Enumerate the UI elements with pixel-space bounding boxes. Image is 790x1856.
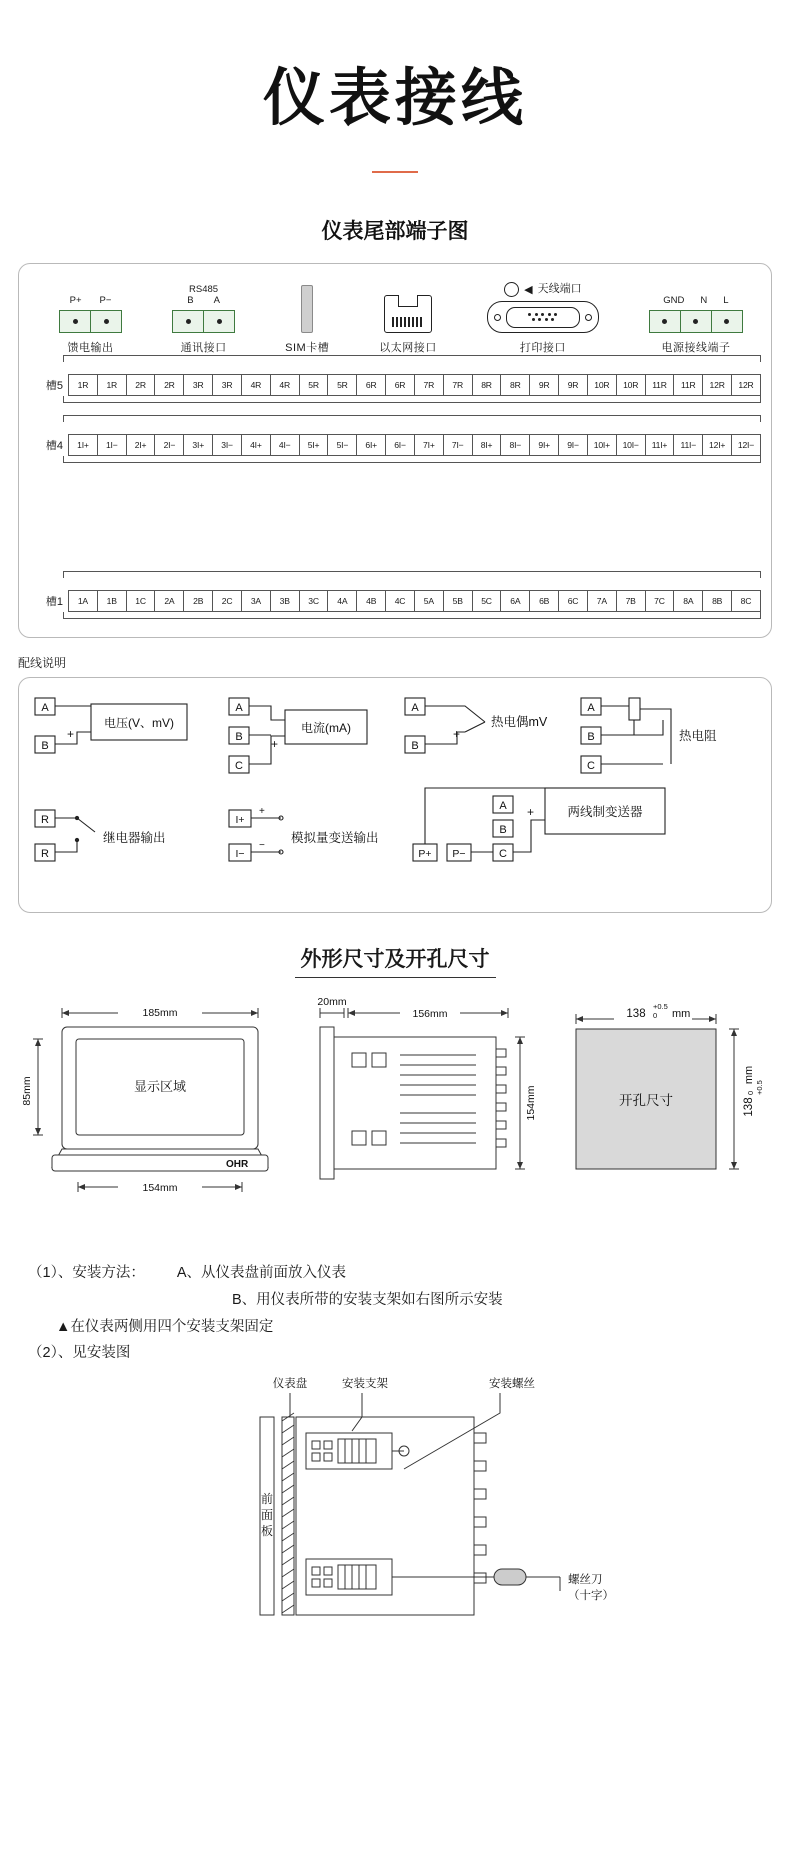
rs485-a: A [213,295,220,307]
slot5-cell: 4R [271,375,300,395]
slot4-cell: 3I− [213,435,242,455]
power-label-gnd: GND [663,295,685,307]
slot1-cell: 7C [646,591,675,611]
dim-cutout-height-unit: mm [743,1065,755,1085]
slot1-cell: 2B [184,591,213,611]
slot4-strip [68,434,761,456]
slot1-cell: 6C [559,591,588,611]
slot4-cell: 8I− [501,435,530,455]
slot5-cell: 5R [328,375,357,395]
dim-side-height: 154mm [525,1085,537,1121]
svg-text:B: B [235,731,243,743]
note-1-title: 安装方法： [72,1265,145,1281]
sim-slot-shape [301,285,313,333]
slot5-cell: 10R [588,375,617,395]
slot1-cell: 7B [617,591,646,611]
note-2-title: 见安装图 [72,1345,131,1362]
rs485-label: RS485 [189,284,219,296]
brand-label: OHR [226,1159,249,1170]
slot5-rail-top [63,355,761,362]
slot1-rail-bottom [63,612,761,619]
slot-1 [29,590,761,612]
slot5-cell: 12R [703,375,732,395]
slot1-cell: 1B [98,591,127,611]
svg-text:C: C [587,760,595,772]
note-1-number: （1）、 [28,1265,73,1281]
slot1-cell: 3C [300,591,329,611]
label-screwdriver-line2: （十字） [568,1590,614,1603]
svg-text:+: + [453,727,461,741]
dim-cutout-width: 138 [626,1008,646,1020]
slot4-cell: 1I− [98,435,127,455]
slot5-cell: 7R [444,375,473,395]
power-label-l: L [723,295,729,307]
label-screwdriver-line1: 螺丝刀 [568,1574,603,1587]
slot1-cell: 4A [328,591,357,611]
slot5-cell: 8R [473,375,502,395]
page-title: 仪表接线 [262,64,527,133]
svg-text:I−: I− [235,848,245,860]
svg-text:板: 板 [260,1524,274,1539]
svg-text:A: A [235,702,243,714]
slot-gap [29,463,761,571]
slot-5 [29,374,761,396]
db9-icon [487,301,599,333]
connector-printer [487,282,599,355]
slot1-cell: 1A [69,591,98,611]
slot4-cell: 2I− [155,435,184,455]
connector-feed-output [59,296,122,355]
slot1-cell: 4C [386,591,415,611]
dimension-svg [0,991,790,1241]
slot5-cell: 1R [98,375,127,395]
slot5-cell: 5R [300,375,329,395]
slot4-cell: 9I− [559,435,588,455]
feed-label-p-minus: P− [99,295,112,307]
label-screw: 安装螺丝 [489,1378,535,1391]
svg-text:两线制变送器: 两线制变送器 [567,805,643,819]
svg-text:面: 面 [260,1508,274,1523]
slot1-cell: 5B [444,591,473,611]
display-area-label: 显示区域 [133,1079,187,1094]
slot1-cell: 5A [415,591,444,611]
svg-text:P+: P+ [418,848,432,860]
svg-text:前: 前 [260,1492,274,1507]
slot5-cell: 2R [155,375,184,395]
comm-port-caption: 通讯接口 [180,342,227,354]
svg-text:P−: P− [452,848,466,860]
antenna-arrow-icon: ◀ [524,284,533,296]
slot5-cell: 4R [242,375,271,395]
slot4-cell: 12I− [737,440,755,450]
slot4-cell: 10I+ [588,435,617,455]
ethernet-caption: 以太网接口 [379,342,437,354]
wiring-svg [33,692,757,898]
slot5-cell: 6R [357,375,386,395]
slot5-label: 槽5 [45,380,63,392]
sim-slot-caption: SIM卡槽 [285,342,330,354]
slot5-cell: 7R [415,375,444,395]
rs485-b: B [187,295,194,307]
slot4-cell: 12I+ [703,435,732,455]
slot1-cell: 7A [588,591,617,611]
note-2-number: （2）、 [28,1345,73,1362]
slot5-cell: 10R [617,375,646,395]
slot5-cell: 9R [530,375,559,395]
slot4-cell: 5I− [328,435,357,455]
slot4-cell: 2I+ [127,435,156,455]
svg-text:电流(mA): 电流(mA) [301,721,351,735]
slot5-cell: 3R [213,375,242,395]
slot1-cell: 8B [703,591,732,611]
dimension-title-text: 外形尺寸及开孔尺寸 [300,948,490,971]
slot5-cell: 9R [559,375,588,395]
section-title-terminal: 仪表尾部端子图 [321,220,469,243]
svg-text:模拟量变送输出: 模拟量变送输出 [291,831,379,845]
dim-cutout-height-tol-up: +0.5 [755,1080,764,1095]
slot5-cell: 3R [184,375,213,395]
rj45-icon [384,295,432,333]
slot1-strip [68,590,761,612]
slot4-cell: 7I− [444,435,473,455]
install-notes [28,1260,762,1367]
install-svg [0,1373,790,1633]
connector-row [29,278,761,355]
svg-text:B: B [587,731,595,743]
dim-front-height: 85mm [21,1076,33,1106]
slot5-cell: 11R [646,375,675,395]
slot1-cell: 1C [127,591,156,611]
slot1-cell: 5C [473,591,502,611]
slot5-cell: 2R [127,375,156,395]
dim-front-width: 185mm [142,1007,178,1019]
connector-comm-port [172,285,235,355]
slot5-cell: 11R [674,375,703,395]
slot5-cell: 12R [738,380,754,390]
slot1-label: 槽1 [45,596,63,608]
slot5-strip [68,374,761,396]
svg-text:A: A [587,702,595,714]
slot4-cell: 5I+ [300,435,329,455]
svg-text:热电偶mV: 热电偶mV [491,715,548,729]
feed-label-p-plus: P+ [69,295,82,307]
slot1-cell: 6B [530,591,559,611]
dim-cutout-width-unit: mm [672,1008,691,1020]
antenna-icon [504,282,519,297]
slot4-cell: 9I+ [530,435,559,455]
dim-side-body-depth: 156mm [412,1008,448,1020]
wiring-diagram-box [18,677,772,913]
dim-cutout-width-tol-dn: 0 [653,1011,658,1020]
label-panel: 仪表盘 [272,1378,308,1391]
slot4-cell: 11I+ [646,435,675,455]
install-diagram [0,1373,790,1638]
antenna-group [504,282,581,297]
slot4-cell: 6I− [386,435,415,455]
note-1-c: ▲在仪表两侧用四个安装支架固定 [56,1318,274,1335]
slot1-cell: 8C [740,596,752,606]
slot4-cell: 7I+ [415,435,444,455]
slot5-cell: 1R [69,375,98,395]
svg-text:C: C [499,848,507,860]
note-2-line [28,1340,762,1367]
cutout-area-label: 开孔尺寸 [619,1093,673,1108]
slot4-cell: 3I+ [184,435,213,455]
dim-cutout-width-tol-up: +0.5 [653,1002,668,1011]
note-1-line-b [28,1287,762,1314]
svg-text:C: C [235,760,243,772]
svg-text:A: A [41,702,49,714]
slot-4 [29,434,761,456]
slot1-cell: 2C [213,591,242,611]
svg-text:B: B [411,740,419,752]
slot4-label: 槽4 [45,440,63,452]
svg-text:电压(V、mV): 电压(V、mV) [104,716,174,730]
dim-front-inner-width: 154mm [142,1182,178,1194]
power-caption: 电源接线端子 [661,342,731,354]
dimension-drawings [0,991,790,1246]
svg-text:A: A [411,702,419,714]
slot4-cell: 4I+ [242,435,271,455]
dim-side-front-depth: 20mm [317,996,347,1008]
note-1-line-a [28,1260,762,1287]
svg-text:R: R [41,814,49,826]
slot1-cell: 3B [271,591,300,611]
note-1-b: B、用仪表所带的安装支架如右图所示安装 [232,1291,503,1308]
svg-text:A: A [499,800,507,812]
wiring-caption: 配线说明 [18,656,67,670]
slot5-cell: 6R [386,375,415,395]
slot1-cell: 4B [357,591,386,611]
slot5-rail-bottom [63,396,761,403]
slot4-cell: 1I+ [69,435,98,455]
power-label-n: N [700,295,708,307]
label-bracket: 安装支架 [342,1378,388,1391]
slot4-cell: 11I− [674,435,703,455]
svg-text:+: + [259,806,265,817]
svg-text:热电阻: 热电阻 [679,729,717,743]
antenna-caption: 天线端口 [537,283,582,296]
slot1-cell: 2A [155,591,184,611]
slot1-cell: 8A [674,591,703,611]
svg-text:R: R [41,848,49,860]
dim-cutout-height: 138 [743,1097,755,1117]
svg-text:+: + [271,737,279,751]
slot4-cell: 4I− [271,435,300,455]
connector-sim-slot [285,285,329,355]
feed-output-caption: 馈电输出 [67,342,114,354]
svg-text:−: − [259,840,265,851]
title-divider [372,171,418,173]
slot1-cell: 6A [501,591,530,611]
note-1-a: A、从仪表盘前面放入仪表 [176,1265,346,1281]
svg-text:+: + [67,727,75,741]
dim-cutout-height-tol-dn: 0 [746,1090,755,1095]
note-1-line-c [28,1314,762,1341]
svg-text:I+: I+ [235,814,245,826]
slot4-cell: 8I+ [473,435,502,455]
feed-terminal-block [59,310,122,333]
svg-text:+: + [527,805,535,819]
connector-power [649,296,743,355]
terminal-panel [18,263,772,638]
slot1-rail-top [63,571,761,578]
comm-terminal-block [172,310,235,333]
slot5-cell: 8R [501,375,530,395]
section-title-dimension [0,943,790,973]
svg-text:B: B [499,824,507,836]
slot4-rail-bottom [63,456,761,463]
slot1-cell: 3A [242,591,271,611]
slot4-rail-top [63,415,761,422]
svg-text:B: B [41,740,49,752]
connector-ethernet [379,295,437,355]
power-terminal-block [649,310,743,333]
printer-caption: 打印接口 [519,342,566,354]
slot4-cell: 10I− [617,435,646,455]
svg-text:继电器输出: 继电器输出 [103,831,166,845]
slot4-cell: 6I+ [357,435,386,455]
